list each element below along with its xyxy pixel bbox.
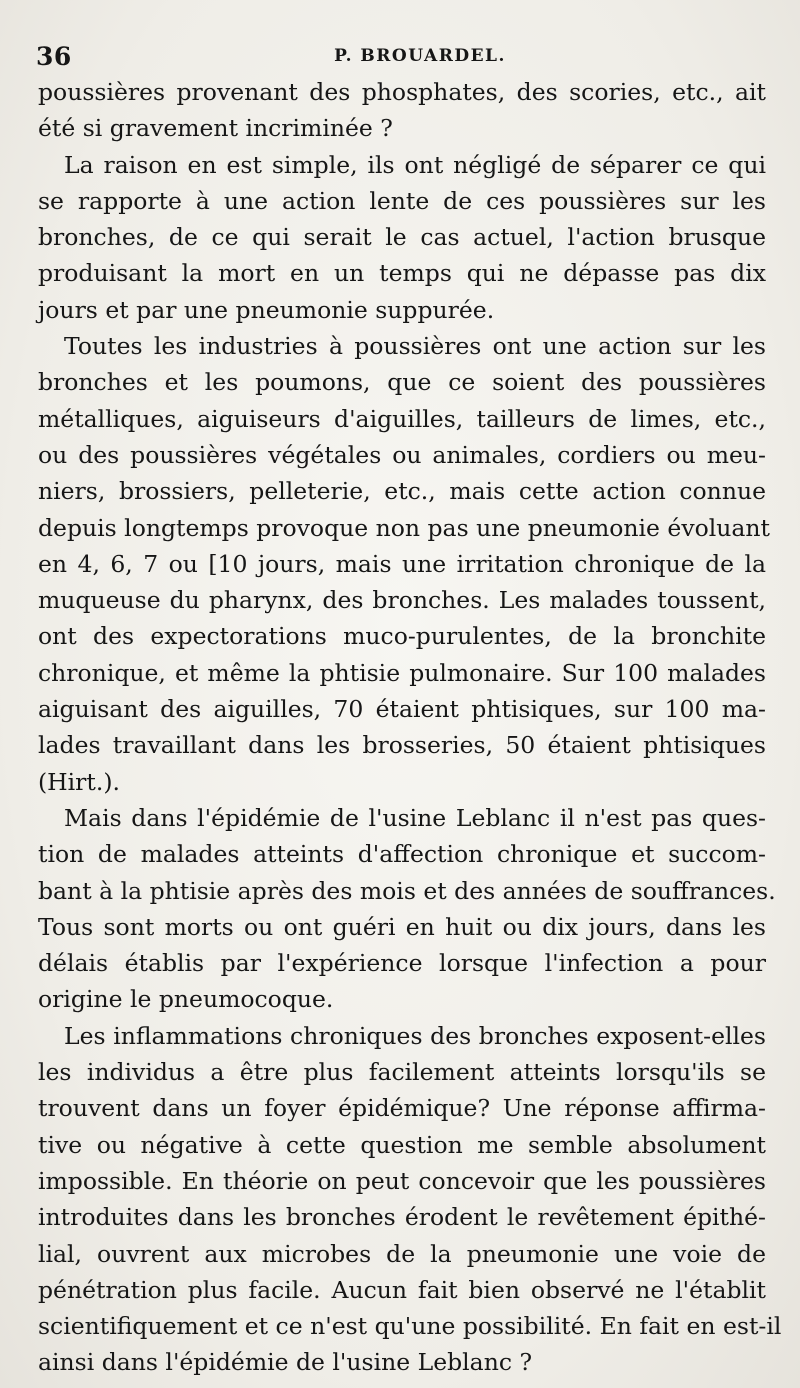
text-line: ou des poussières végétales ou animales, cordiers ou meu- <box>38 440 766 469</box>
paragraph <box>38 800 776 1018</box>
page-header <box>30 38 770 78</box>
text-line: lial, ouvrent aux microbes de la pneumonie une voie de <box>38 1239 766 1268</box>
page-number: 36 <box>36 42 72 71</box>
text-line: origine le pneumocoque. <box>38 985 334 1014</box>
text-line: scientifiquement et ce n'est qu'une possibilité. En fait en est-il <box>38 1312 782 1341</box>
text-line: en 4, 6, 7 ou [10 jours, mais une irritation chronique de la <box>38 549 766 578</box>
text-line: jours et par une pneumonie suppurée. <box>38 295 495 324</box>
text-line: ont des expectorations muco-purulentes, de la bronchite <box>38 622 766 651</box>
text-line: muqueuse du pharynx, des bronches. Les malades toussent, <box>38 586 766 615</box>
running-head: P. BROUARDEL. <box>334 46 506 66</box>
text-line: Mais dans l'épidémie de l'usine Leblanc il n'est pas ques- <box>64 803 766 832</box>
text-line: aiguisant des aiguilles, 70 étaient phtisiques, sur 100 ma- <box>38 695 766 724</box>
text-line: impossible. En théorie on peut concevoir que les poussières <box>38 1166 766 1195</box>
text-line: tive ou négative à cette question me semble absolument <box>38 1130 766 1159</box>
text-line: pénétration plus facile. Aucun fait bien observé ne l'établit <box>38 1275 766 1304</box>
paragraph <box>38 147 766 328</box>
text-line: depuis longtemps provoque non pas une pneumonie évoluant <box>38 513 770 542</box>
text-line: produisant la mort en un temps qui ne dépasse pas dix <box>38 259 766 288</box>
text-line: délais établis par l'expérience lorsque l'infection a pour <box>38 949 766 978</box>
text-line: (Hirt.). <box>38 767 120 796</box>
text-line: poussières provenant des phosphates, des scories, etc., ait <box>38 78 766 106</box>
text-line: lades travaillant dans les brosseries, 50 étaient phtisiques <box>38 731 766 760</box>
text-line: ainsi dans l'épidémie de l'usine Leblanc ? <box>38 1348 533 1377</box>
text-line: été si gravement incriminée ? <box>38 114 393 143</box>
text-body <box>38 74 782 1381</box>
text-line: métalliques, aiguiseurs d'aiguilles, tailleurs de limes, etc., <box>38 404 766 433</box>
text-line: Les inflammations chroniques des bronches exposent-elles <box>64 1021 766 1050</box>
text-line: Toutes les industries à poussières ont une action sur les <box>64 332 766 361</box>
text-line: bronches et les poumons, que ce soient des poussières <box>38 368 766 397</box>
text-line: trouvent dans un foyer épidémique? Une réponse affirma- <box>38 1094 766 1123</box>
text-line: les individus a être plus facilement atteints lorsqu'ils se <box>38 1058 766 1087</box>
text-line: bant à la phtisie après des mois et des années de souffrances. <box>38 876 776 905</box>
paragraph <box>38 74 766 147</box>
text-line: niers, brossiers, pelleterie, etc., mais cette action connue <box>38 477 766 506</box>
text-line: chronique, et même la phtisie pulmonaire. Sur 100 malades <box>38 658 766 687</box>
text-line: Tous sont morts ou ont guéri en huit ou dix jours, dans les <box>38 912 766 941</box>
text-line: bronches, de ce qui serait le cas actuel, l'action brusque <box>38 223 766 252</box>
text-line: se rapporte à une action lente de ces poussières sur les <box>38 186 766 215</box>
paragraph <box>38 1018 782 1381</box>
text-line: introduites dans les bronches érodent le revêtement épithé- <box>38 1203 766 1232</box>
text-line: tion de malades atteints d'affection chronique et succom- <box>38 840 766 869</box>
paragraph <box>38 328 770 800</box>
text-line: La raison en est simple, ils ont négligé de séparer ce qui <box>64 150 766 179</box>
